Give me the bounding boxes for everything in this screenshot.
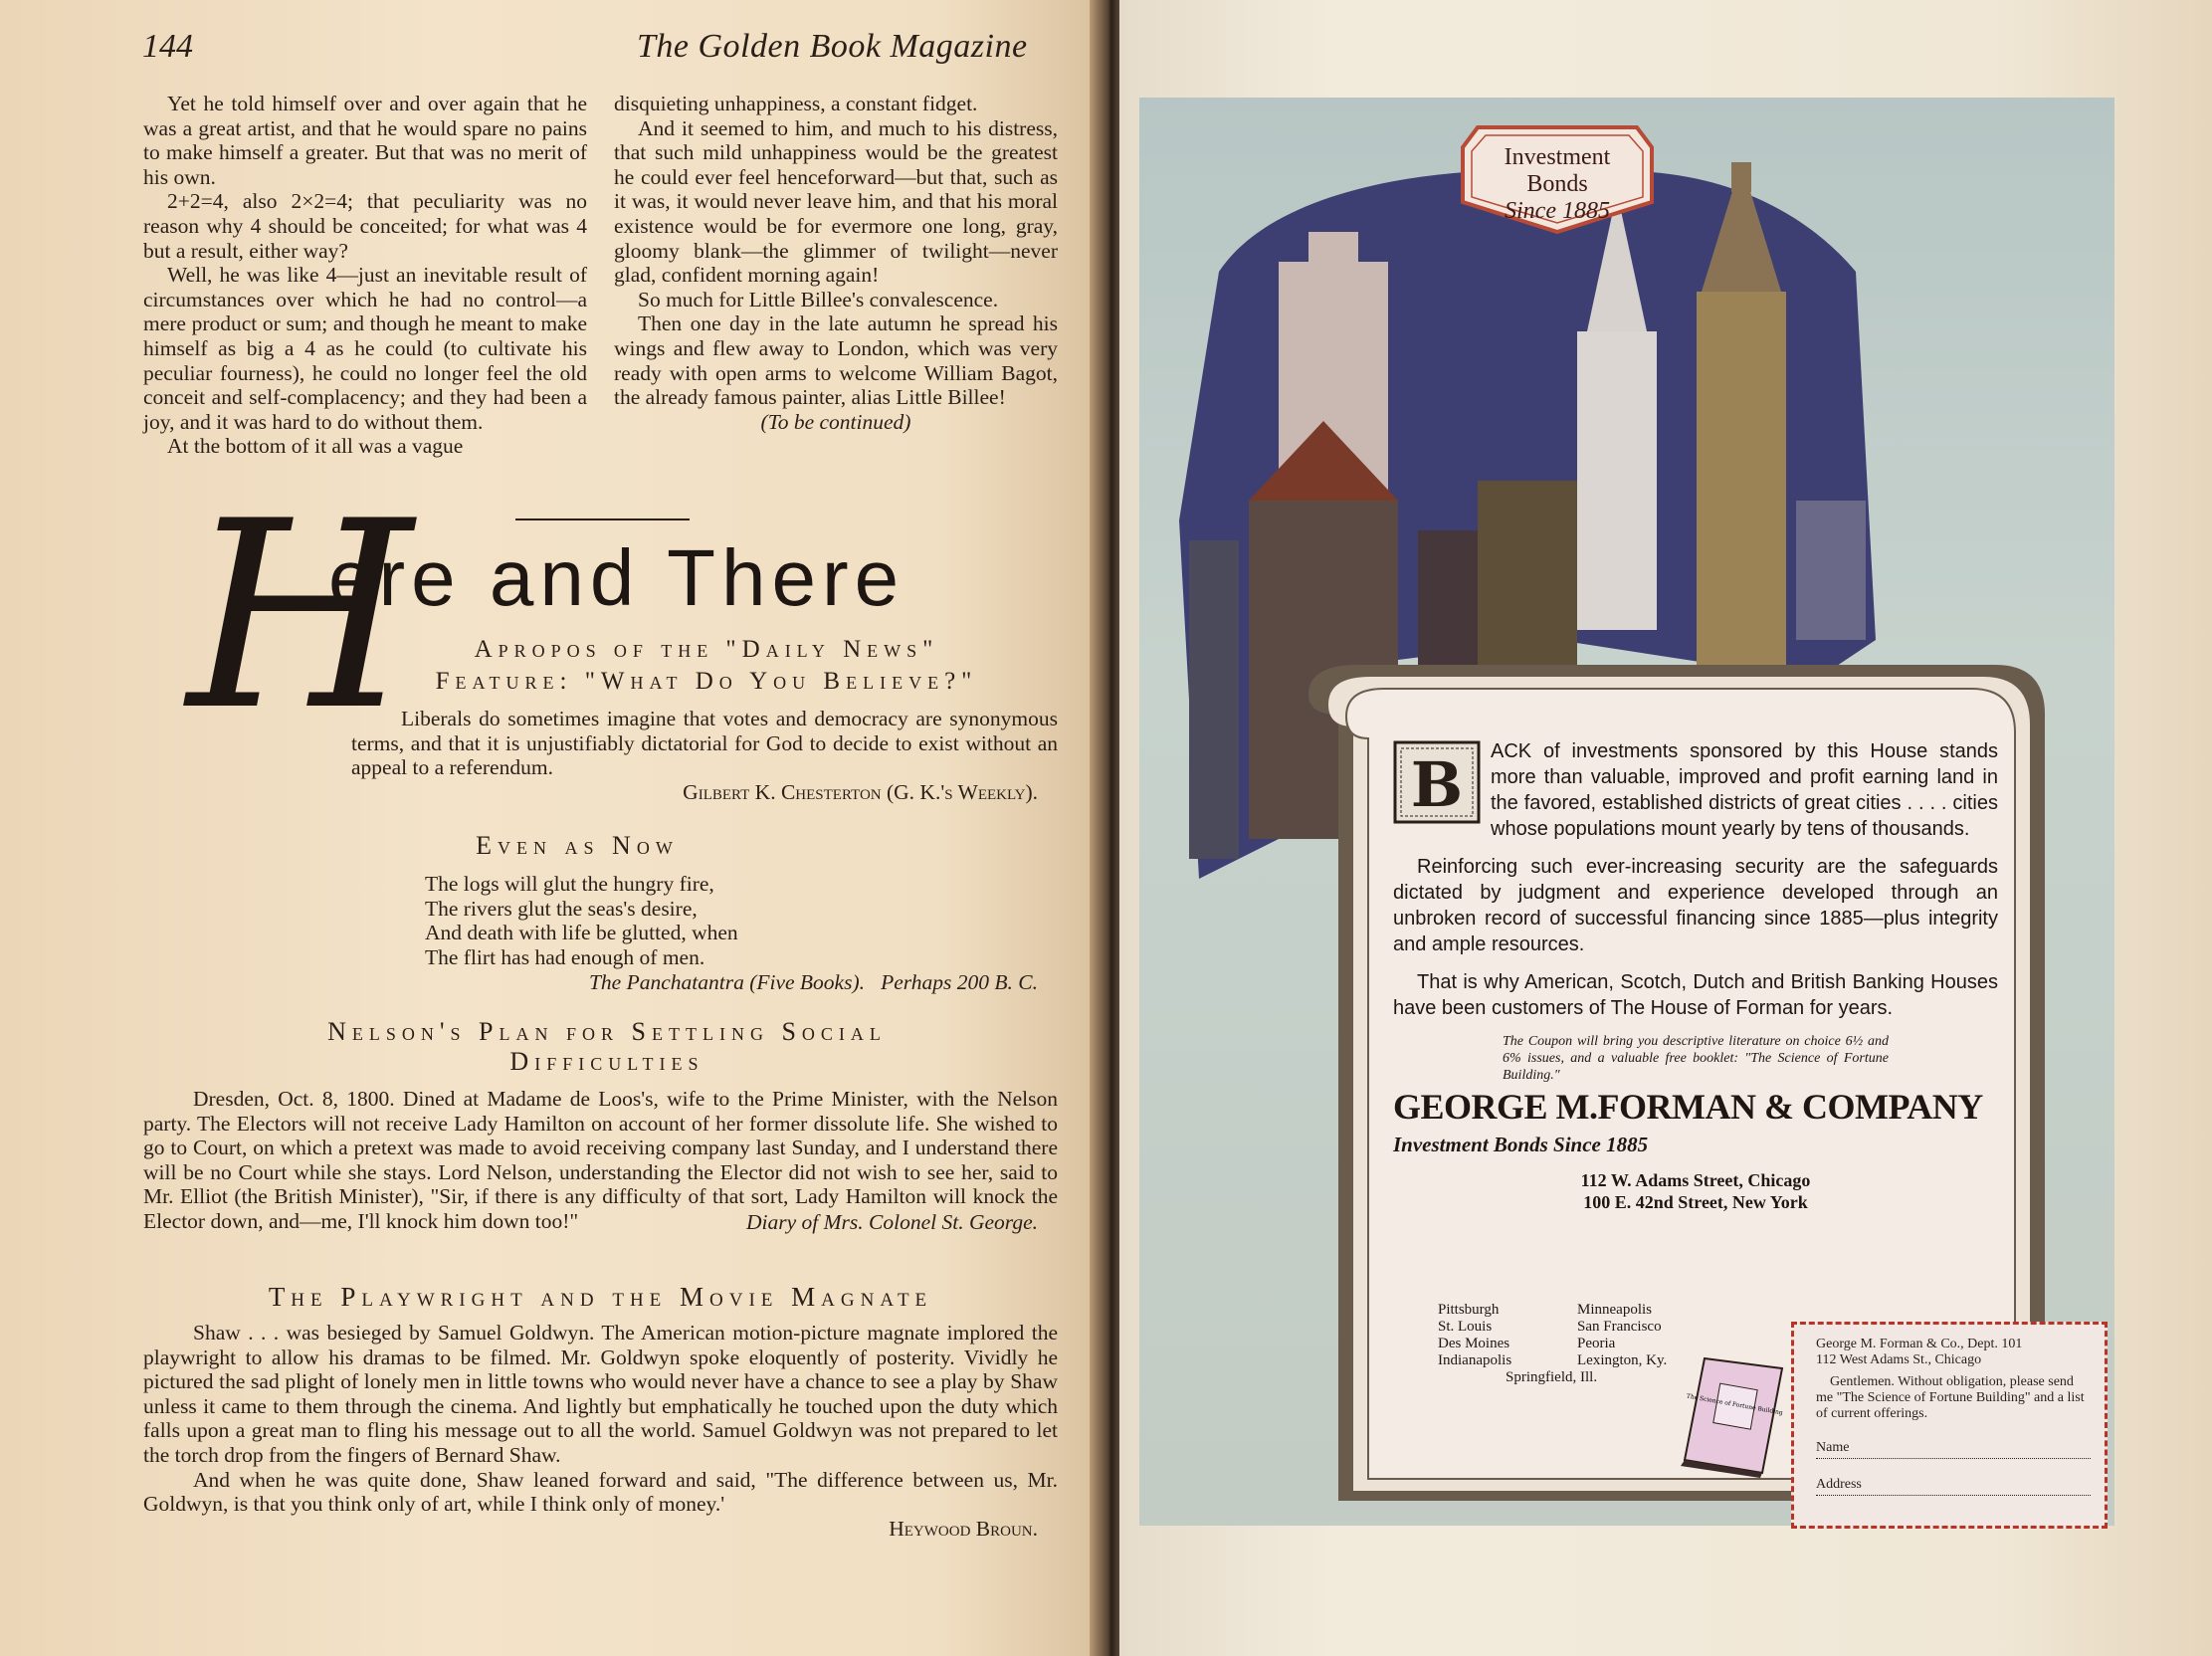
ad-copy bbox=[1393, 738, 1998, 1213]
address-line: 112 W. Adams Street, Chicago bbox=[1580, 1170, 1811, 1190]
page-number: 144 bbox=[142, 28, 193, 65]
city: San Francisco bbox=[1577, 1319, 1662, 1335]
booklet-illustration bbox=[1675, 1348, 1784, 1478]
apropos-heading bbox=[348, 634, 1065, 698]
section-rule bbox=[515, 518, 690, 520]
playwright-text: Shaw . . . was besieged by Samuel Goldwyn. The American motion-picture magnate implored the playwright to allow his dramas to be filmed. Mr. Goldwyn spoke eloquently of posterity. Vividly he pictured the sad plight of lonely men in little towns who would never have a chance to see a play by Shaw unless it came to them through the cinema. And lightly but emphatically he touched upon the duty which falls upon a great man to fling his message out to all the world. Samuel Goldwyn was not prepared to let the torch drop from the fingers of Bernard Shaw. bbox=[143, 1321, 1058, 1467]
city: Indianapolis bbox=[1438, 1352, 1512, 1368]
paragraph: At the bottom of it all was a vague bbox=[167, 434, 464, 459]
coupon-note: The Coupon will bring you descriptive literature on choice 6½ and 6% issues, and a valuable free booklet: "The Science of Fortune Building." bbox=[1503, 1034, 1889, 1083]
ad-paragraph: Reinforcing such ever-increasing security are the safeguards dictated by judgment and experience developed through an unbroken record of successful financing since 1885—plus integrity and ample resources. bbox=[1393, 856, 1998, 955]
coupon-body: Gentlemen. Without obligation, please send me "The Science of Fortune Building" and a list of current offerings. bbox=[1816, 1374, 2085, 1421]
name-label: Name bbox=[1816, 1440, 1850, 1455]
apropos-heading-line2: Feature: "What Do You Believe?" bbox=[435, 668, 978, 695]
coupon-name-field[interactable] bbox=[1816, 1440, 2091, 1459]
poem-line: The rivers glut the seas's desire, bbox=[425, 896, 698, 921]
apropos-attribution: Gilbert K. Chesterton (G. K.'s Weekly). bbox=[683, 779, 1038, 804]
badge-line: Investment bbox=[1504, 144, 1611, 170]
section-initial: H bbox=[187, 467, 413, 767]
ad-paragraph: That is why American, Scotch, Dutch and British Banking Houses have been customers of The House of Forman for years. bbox=[1393, 971, 1998, 1019]
paragraph: disquieting unhappiness, a constant fidget. bbox=[614, 92, 978, 115]
apropos-text: Liberals do sometimes imagine that votes and democracy are synonymous terms, and that it is unjustifiably dictatorial for God to decide to exist without an appeal to a referendum. bbox=[351, 707, 1058, 780]
playwright-attribution: Heywood Broun. bbox=[889, 1516, 1038, 1541]
city: Lexington, Ky. bbox=[1577, 1352, 1668, 1368]
nelson-attribution: Diary of Mrs. Colonel St. George. bbox=[745, 1209, 1038, 1234]
paragraph: And it seemed to him, and much to his distress, that such mild unhappiness would be the greatest he could ever feel henceforward—but that, such as it was, it would never leave him, and that his moral existence would be for evermore one long, gray, gloomy blank—the glimmer of twilight—never glad, confident morning again! bbox=[614, 115, 1058, 288]
poem bbox=[425, 872, 843, 969]
badge-line: Bonds bbox=[1526, 171, 1588, 197]
even-as-now-heading: Even as Now bbox=[476, 831, 679, 860]
paragraph: Yet he told himself over and over again that he was a great artist, and that he would spare no pains to make himself a greater. But that was no merit of his own. bbox=[143, 92, 587, 189]
coupon-addressee: George M. Forman & Co., Dept. 101 bbox=[1816, 1337, 2023, 1351]
section-title: ere and There bbox=[328, 533, 905, 622]
serial-column-right bbox=[614, 92, 1058, 434]
paragraph: Then one day in the late autumn he spread his wings and flew away to London, which was very ready with open arms to welcome William Bagot, the already famous painter, alias Little Billee! bbox=[614, 311, 1058, 410]
address-label: Address bbox=[1816, 1477, 1862, 1492]
cities-left bbox=[1438, 1302, 1577, 1369]
nelson-heading-line1: Nelson's Plan for Settling Social bbox=[327, 1017, 887, 1046]
nelson-text: Dresden, Oct. 8, 1800. Dined at Madame de Loos's, wife to the Prime Minister, with the Nelson party. The Electors will not receive Lady Hamilton on account of her former dissolute life. She wished to go to Court, on which a pretext was made to avoid receiving company last Sunday, and I understand there will be no Court while she stays. Lord Nelson, understanding the Elector did not wish to see her, said to Mr. Elliot (the British Minister), "Sir, if there is any difficulty of that sort, Lady Hamilton will knock the Elector down, and—me, I'll knock him down too!" bbox=[143, 1087, 1058, 1233]
badge-text bbox=[1458, 144, 1657, 225]
playwright-heading: The Playwright and the Movie Magnate bbox=[268, 1282, 933, 1312]
city: St. Louis bbox=[1438, 1319, 1493, 1335]
paragraph: So much for Little Billee's convalescence. bbox=[638, 287, 999, 311]
nelson-heading-line2: Difficulties bbox=[509, 1047, 704, 1076]
paragraph: Well, he was like 4—just an inevitable result of circumstances over which he had no control—a mere product or sum; and though he meant to make himself as big a 4 as he could (to cultivate his peculiar fourness), he could no longer feel the old conceit and self-complacency; and they had been a joy, and it was hard to do without them. bbox=[143, 263, 587, 434]
poem-attribution: The Panchatantra (Five Books). Perhaps 200 B. C. bbox=[588, 970, 1038, 994]
booklet-title: The Science of Fortune Building bbox=[1686, 1392, 1784, 1417]
ornamental-dropcap bbox=[1393, 740, 1481, 824]
running-head: The Golden Book Magazine bbox=[637, 28, 1028, 65]
apropos-heading-line1: Apropos of the "Daily News" bbox=[474, 636, 939, 663]
city: Peoria bbox=[1577, 1336, 1616, 1351]
paragraph: 2+2=4, also 2×2=4; that peculiarity was no reason why 4 should be conceited; for what was 4 but a result, either way? bbox=[143, 189, 587, 263]
mail-coupon bbox=[1791, 1322, 2108, 1529]
coupon-address-field[interactable] bbox=[1816, 1477, 2091, 1496]
nelson-body bbox=[143, 1087, 1058, 1234]
city: Des Moines bbox=[1438, 1336, 1510, 1351]
poem-line: The logs will glut the hungry fire, bbox=[425, 872, 714, 896]
badge-line: Since 1885 bbox=[1505, 198, 1610, 224]
firm-tagline: Investment Bonds Since 1885 bbox=[1393, 1133, 1649, 1156]
serial-column-left bbox=[143, 92, 587, 459]
poem-line: The flirt has had enough of men. bbox=[425, 944, 705, 969]
city: Springfield, Ill. bbox=[1506, 1369, 1598, 1385]
playwright-body bbox=[143, 1321, 1058, 1541]
playwright-text: And when he was quite done, Shaw leaned forward and said, "The difference between us, Mr. Goldwyn, is that you think only of art, while I think only of money.' bbox=[143, 1467, 1058, 1517]
coupon-addressee: 112 West Adams St., Chicago bbox=[1816, 1352, 1982, 1367]
firm-name: GEORGE M.FORMAN & COMPANY bbox=[1393, 1087, 1983, 1127]
dropcap-letter: B bbox=[1410, 748, 1464, 821]
city: Minneapolis bbox=[1577, 1302, 1652, 1318]
to-be-continued: (To be continued) bbox=[760, 409, 911, 434]
apropos-body bbox=[351, 707, 1058, 804]
left-page bbox=[0, 0, 1105, 1656]
ad-paragraph: ACK of investments sponsored by this House stands more than valuable, improved and profit earning land in the favored, established districts of great cities . . . . cities whose populations mount yearly by tens of thousands. bbox=[1491, 740, 1998, 840]
nelson-heading bbox=[169, 1017, 1045, 1077]
poem-line: And death with life be glutted, when bbox=[425, 921, 738, 945]
address-line: 100 E. 42nd Street, New York bbox=[1583, 1192, 1808, 1212]
city: Pittsburgh bbox=[1438, 1302, 1500, 1318]
